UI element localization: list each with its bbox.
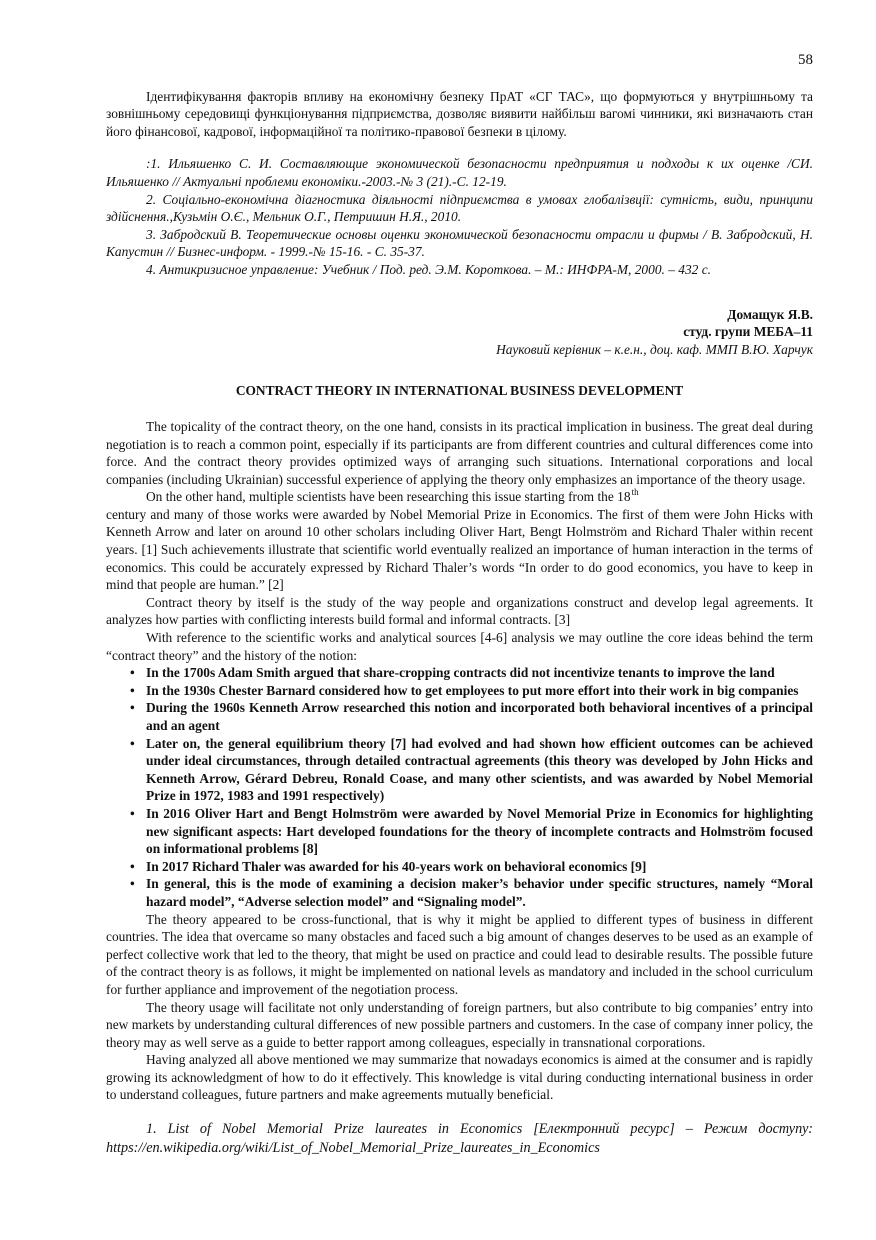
paragraph-first-line — [106, 488, 813, 506]
article-title: CONTRACT THEORY IN INTERNATIONAL BUSINESS DEVELOPMENT — [235, 383, 684, 399]
document-page — [106, 52, 813, 1158]
previous-references — [106, 155, 813, 278]
bullet-text: In 2017 Richard Thaler was awarded for his 40-years work on behavioral economics [9] — [146, 858, 647, 874]
bullet-text: In the 1700s Adam Smith argued that share-cropping contracts did not incentivize tenants to improve the land — [146, 665, 775, 681]
reference-item: :1. Ильяшенко С. И. Составляющие экономической безопасности предприятия и подходы к их оценке /СИ. Ильяшенко // Актуальні проблеми економіки.-2003.-№ 3 (21).-С. 12-19. — [106, 156, 813, 189]
bullet-list — [106, 664, 813, 910]
reference-item: 4. Антикризисное управление: Учебник / Под. ред. Э.М. Короткова. – М.: ИНФРА-М, 2000. – 432 с. — [146, 261, 711, 277]
text: On the other hand, multiple scientists have been researching this issue starting from the 18 — [146, 489, 631, 505]
text: century and many of those works were awarded by Nobel Memorial Prize in Economics. The first of them were John Hicks with Kenneth Arrow and later on around 10 other scholars including Oliver Hart, Bengt Holmström and Richard Thaler within recent years. [1] Such achievements illustrate that scientific world eventually realized an importance of human interaction in the terms of economics. This could be accurately expressed by Richard Thaler’s words “In order to do good economics, you have to keep in mind that people are human.” [2] — [106, 506, 813, 593]
bullet-icon: • — [130, 700, 135, 716]
author-group: студ. групи МЕБА–11 — [683, 324, 813, 340]
page-number: 58 — [798, 52, 813, 68]
bullet-text: In the 1930s Chester Barnard considered how to get employees to put more effort into their work in big companies — [146, 682, 799, 698]
bullet-text: During the 1960s Kenneth Arrow researched this notion and incorporated both behavioral incentives of a principal and an agent — [146, 700, 813, 733]
bullet-text: In general, this is the mode of examining a decision maker’s behavior under specific structures, namely “Moral hazard model”, “Adverse selection model” and “Signaling model”. — [146, 876, 813, 909]
paragraph: The topicality of the contract theory, on the one hand, consists in its practical implication in business. The great deal during negotiation is to reach a common point, especially if its participants are from different countries and cultural differences come into force. And the contract theory provides optimized ways of arranging such situations. International corporations and local companies (including Ukrainian) successful experience of applying the theory only emphasizes an importance of the theory usage. — [106, 418, 813, 487]
bullet-item — [106, 858, 813, 876]
bullet-item — [106, 682, 813, 700]
bullet-icon: • — [130, 665, 135, 681]
bullet-icon: • — [130, 858, 135, 874]
reference-item: 2. Соціально-економічна діагностика діяльності підприємства в умовах глобалізвції: сутність, види, принципи здійснення.,Кузьмін О.Є., Мельник О.Г., Петришин Н.Я., 2010. — [106, 191, 813, 225]
bullet-icon: • — [130, 805, 135, 821]
paragraph: Contract theory by itself is the study of the way people and organizations construct and develop legal agreements. It analyzes how parties with conflicting interests build formal and informal contracts. [3] — [106, 594, 813, 628]
bullet-icon: • — [130, 876, 135, 892]
paragraph: The theory appeared to be cross-functional, that is why it might be applied to different types of business in different countries. The idea that overcame so many obstacles and faced such a big amount of changes deserves to be used as an example of perfect collective work that led to the theory, that might be used on practice and could lead to desirable results. The possible future of the contract theory is as follows, it might be implemented on national levels as mandatory and included in the school curriculum for further appliance and improvement of the negotiation process. — [106, 911, 813, 997]
bullet-icon: • — [130, 682, 135, 698]
bullet-item — [106, 735, 813, 805]
bullet-item — [106, 805, 813, 858]
intro-paragraph: Ідентифікування факторів впливу на економічну безпеку ПрАТ «СГ ТАС», що формуються у внутрішньому та зовнішньому середовищі функціонування підприємства, дозволяє виявити найбільш вагомі чинники, які визначають стан його фінансової, кадрової, інформаційної та політико-правової безпеки в цілому. — [106, 88, 813, 139]
reference-item: 1. List of Nobel Memorial Prize laureates in Economics [Електронний ресурс] – Режим доступу: https://en.wikipedia.org/wiki/List_of_Nobel_Memorial_Prize_laureates_in_Economics — [106, 1121, 813, 1157]
supervisor: Науковий керівник – к.е.н., доц. каф. ММП В.Ю. Харчук — [496, 341, 813, 357]
bullet-item — [106, 875, 813, 910]
paragraph — [106, 488, 813, 594]
author-name: Домащук Я.В. — [727, 306, 813, 322]
paragraph: The theory usage will facilitate not only understanding of foreign partners, but also contribute to big companies’ entry into new markets by understanding cultural differences of new possible partners and customers. In the case of company inner policy, the theory may as well serve as a guide to better rapport among colleagues, especially in transnational corporations. — [106, 999, 813, 1050]
bullet-item — [106, 699, 813, 734]
reference-item: 3. Забродский В. Теоретические основы оценки экономической безопасности отрасли и фирмы / В. Забродский, Н. Капустин // Бизнес-информ. - 1999.-№ 15-16. - С. 35-37. — [106, 226, 813, 260]
author-block — [106, 306, 813, 359]
paragraph: With reference to the scientific works and analytical sources [4-6] analysis we may outline the core ideas behind the term “contract theory” and the history of the notion: — [106, 630, 813, 663]
bullet-text: Later on, the general equilibrium theory [7] had evolved and had shown how efficient outcomes can be achieved under ideal circumstances, through detailed contractual agreements (this theory was developed by John Hicks and Kenneth Arrow, Gérard Debreu, Ronald Coase, and many other scientists, and was awarded by Nobel Memorial Prize in 1972, 1983 and 1991 respectively) — [146, 735, 813, 804]
bullet-text: In 2016 Oliver Hart and Bengt Holmström were awarded by Novel Memorial Prize in Economics for highlighting new significant aspects: Hart developed foundations for the theory of incomplete contracts and Holmström focused on informational problems [8] — [146, 805, 813, 857]
paragraph: Having analyzed all above mentioned we may summarize that nowadays economics is aimed at the consumer and is rapidly growing its acknowledgment of how to do it effectively. This knowledge is vital during conducting international business in order to understand colleagues, future partners and make agreements mutually beneficial. — [106, 1052, 813, 1103]
bullet-icon: • — [130, 735, 135, 751]
bullet-item — [106, 664, 813, 682]
superscript: th — [631, 487, 639, 498]
